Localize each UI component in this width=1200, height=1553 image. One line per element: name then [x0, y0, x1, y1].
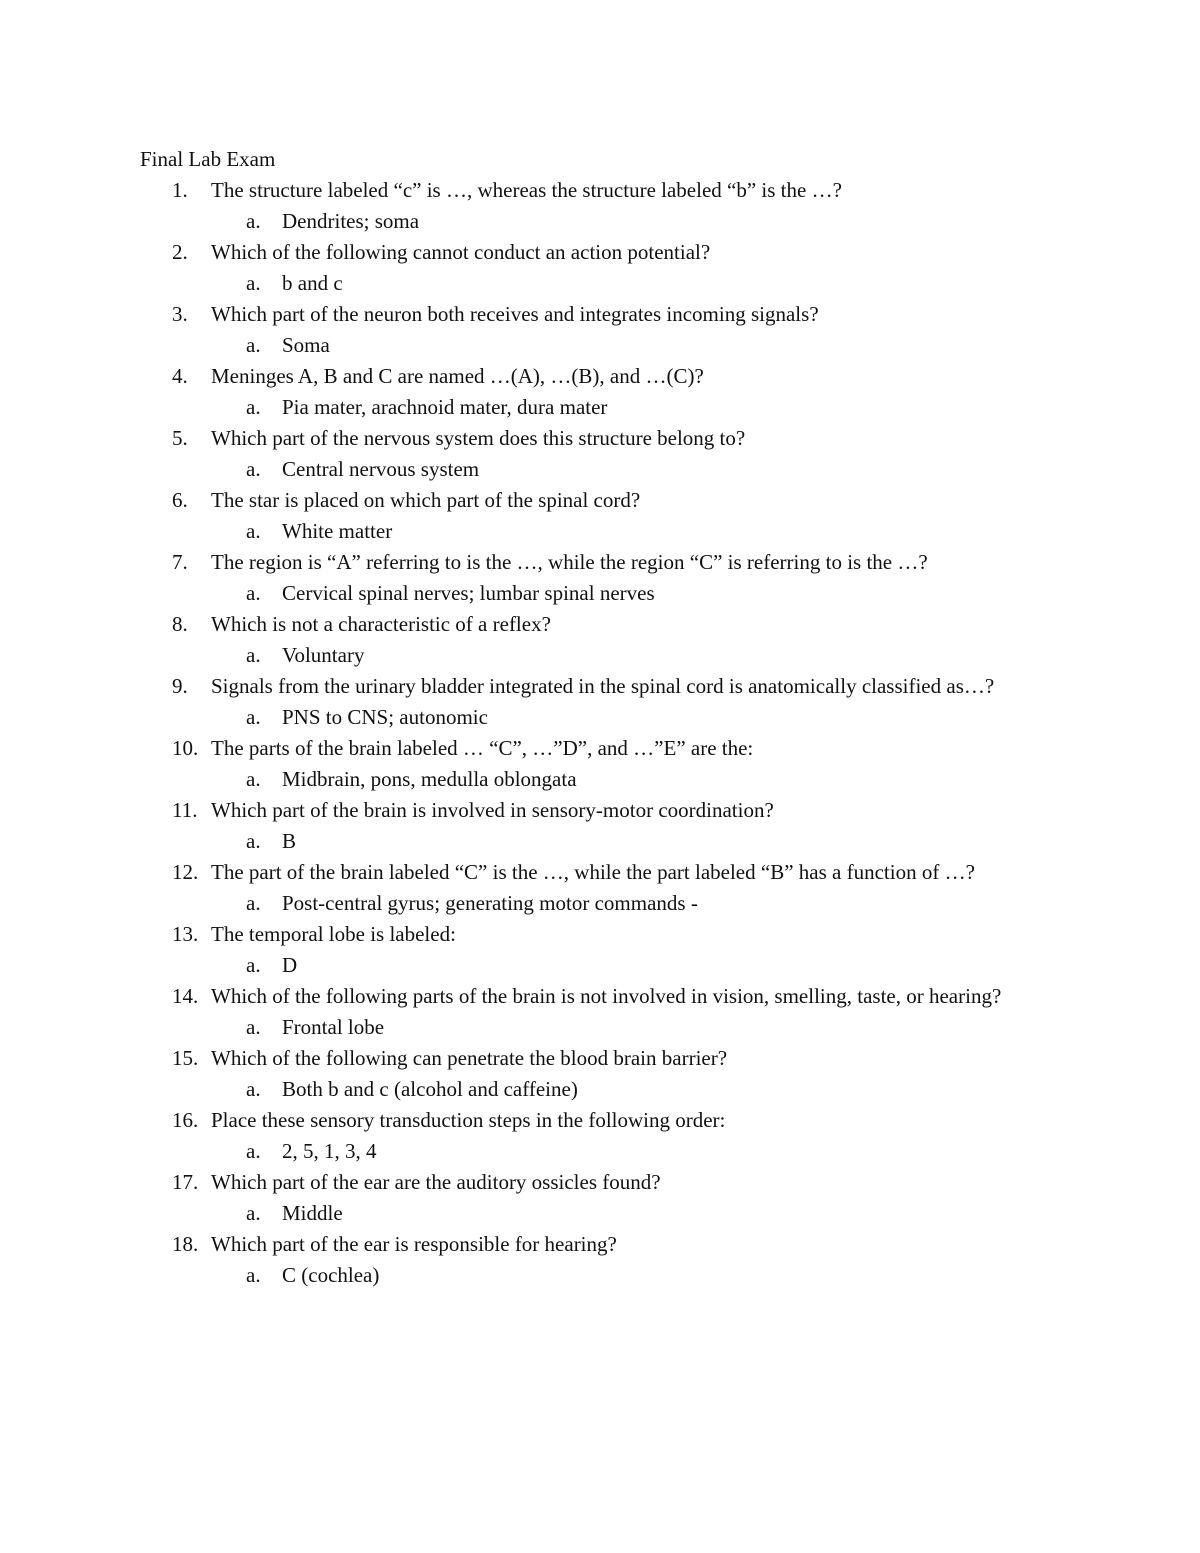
question-text: Which part of the brain is involved in sensory-motor coordination?: [211, 798, 774, 822]
answer-text: Middle: [282, 1201, 343, 1225]
question-text: Which part of the neuron both receives and integrates incoming signals?: [211, 302, 819, 326]
answer-item: [0, 826, 1200, 857]
answer-item: [0, 1136, 1200, 1167]
question-item: [0, 485, 1200, 547]
answer-text: C (cochlea): [282, 1263, 380, 1287]
question-item: [0, 1043, 1200, 1105]
answer-item: [0, 764, 1200, 795]
question-item: [0, 175, 1200, 237]
answer-text: Dendrites; soma: [282, 209, 420, 233]
answer-item: [0, 578, 1200, 609]
answer-text: Pia mater, arachnoid mater, dura mater: [282, 395, 608, 419]
answer-text: Central nervous system: [282, 457, 480, 481]
answer-item: [0, 392, 1200, 423]
answer-letter: a.: [246, 519, 261, 543]
question-number: 16.: [172, 1108, 199, 1132]
answer-letter: a.: [246, 395, 261, 419]
answer-item: [0, 1260, 1200, 1291]
question-item: [0, 361, 1200, 423]
question-text: The part of the brain labeled “C” is the …, while the part labeled “B” has a function of …?: [211, 860, 975, 884]
question-number: 17.: [172, 1170, 199, 1194]
question-text: The star is placed on which part of the spinal cord?: [211, 488, 641, 512]
question-text: Signals from the urinary bladder integrated in the spinal cord is anatomically classified as…?: [211, 674, 995, 698]
question-number: 7.: [172, 550, 188, 574]
question-number: 3.: [172, 302, 188, 326]
question-number: 11.: [172, 798, 198, 822]
answer-item: [0, 206, 1200, 237]
question-item: [0, 795, 1200, 857]
answer-item: [0, 950, 1200, 981]
question-number: 15.: [172, 1046, 199, 1070]
question-text: The parts of the brain labeled … “C”, …”D”, and …”E” are the:: [211, 736, 754, 760]
answer-letter: a.: [246, 891, 261, 915]
answer-item: [0, 702, 1200, 733]
question-item: [0, 1229, 1200, 1291]
answer-letter: a.: [246, 333, 261, 357]
answer-item: [0, 268, 1200, 299]
question-item: [0, 919, 1200, 981]
question-text: Which of the following parts of the brain is not involved in vision, smelling, taste, or hearing?: [211, 984, 1002, 1008]
question-item: [0, 237, 1200, 299]
answer-letter: a.: [246, 581, 261, 605]
question-item: [0, 733, 1200, 795]
answer-text: Midbrain, pons, medulla oblongata: [282, 767, 577, 791]
answer-text: Post-central gyrus; generating motor commands -: [282, 891, 698, 915]
answer-text: PNS to CNS; autonomic: [282, 705, 488, 729]
question-number: 4.: [172, 364, 188, 388]
question-number: 2.: [172, 240, 188, 264]
answer-item: [0, 330, 1200, 361]
answer-item: [0, 516, 1200, 547]
question-text: Which part of the nervous system does this structure belong to?: [211, 426, 746, 450]
question-text: Which part of the ear are the auditory ossicles found?: [211, 1170, 661, 1194]
answer-letter: a.: [246, 271, 261, 295]
question-text: Place these sensory transduction steps in the following order:: [211, 1108, 726, 1132]
answer-letter: a.: [246, 1201, 261, 1225]
question-number: 14.: [172, 984, 199, 1008]
question-text: Which of the following cannot conduct an action potential?: [211, 240, 711, 264]
answer-item: [0, 1074, 1200, 1105]
question-number: 13.: [172, 922, 199, 946]
question-item: [0, 857, 1200, 919]
answer-text: White matter: [282, 519, 393, 543]
answer-letter: a.: [246, 705, 261, 729]
question-item: [0, 609, 1200, 671]
answer-item: [0, 454, 1200, 485]
question-number: 12.: [172, 860, 199, 884]
question-item: [0, 547, 1200, 609]
answer-text: D: [282, 953, 298, 977]
answer-item: [0, 640, 1200, 671]
answer-letter: a.: [246, 643, 261, 667]
question-number: 5.: [172, 426, 188, 450]
question-item: [0, 981, 1200, 1043]
answer-letter: a.: [246, 953, 261, 977]
question-number: 9.: [172, 674, 188, 698]
question-item: [0, 299, 1200, 361]
question-item: [0, 671, 1200, 733]
question-number: 10.: [172, 736, 199, 760]
question-item: [0, 423, 1200, 485]
question-number: 18.: [172, 1232, 199, 1256]
question-number: 1.: [172, 178, 188, 202]
question-text: Which is not a characteristic of a reflex?: [211, 612, 551, 636]
question-text: Which part of the ear is responsible for hearing?: [211, 1232, 617, 1256]
question-text: The region is “A” referring to is the …, while the region “C” is referring to is the …?: [211, 550, 928, 574]
answer-item: [0, 1012, 1200, 1043]
question-text: The temporal lobe is labeled:: [211, 922, 456, 946]
answer-letter: a.: [246, 767, 261, 791]
answer-letter: a.: [246, 1077, 261, 1101]
answer-letter: a.: [246, 829, 261, 853]
answer-text: Cervical spinal nerves; lumbar spinal nerves: [282, 581, 655, 605]
answer-item: [0, 1198, 1200, 1229]
answer-text: Soma: [282, 333, 330, 357]
answer-letter: a.: [246, 209, 261, 233]
question-list: [0, 175, 1200, 1291]
answer-item: [0, 888, 1200, 919]
answer-text: Both b and c (alcohol and caffeine): [282, 1077, 578, 1101]
answer-text: 2, 5, 1, 3, 4: [282, 1139, 377, 1163]
answer-text: Voluntary: [282, 643, 365, 667]
question-text: The structure labeled “c” is …, whereas the structure labeled “b” is the …?: [211, 178, 842, 202]
question-text: Meninges A, B and C are named …(A), …(B), and …(C)?: [211, 364, 704, 388]
answer-letter: a.: [246, 1015, 261, 1039]
question-text: Which of the following can penetrate the blood brain barrier?: [211, 1046, 728, 1070]
answer-letter: a.: [246, 1139, 261, 1163]
answer-letter: a.: [246, 457, 261, 481]
answer-text: Frontal lobe: [282, 1015, 385, 1039]
page-title: Final Lab Exam: [140, 147, 276, 171]
answer-text: B: [282, 829, 297, 853]
question-number: 8.: [172, 612, 188, 636]
question-item: [0, 1105, 1200, 1167]
answer-text: b and c: [282, 271, 343, 295]
answer-letter: a.: [246, 1263, 261, 1287]
question-item: [0, 1167, 1200, 1229]
question-number: 6.: [172, 488, 188, 512]
